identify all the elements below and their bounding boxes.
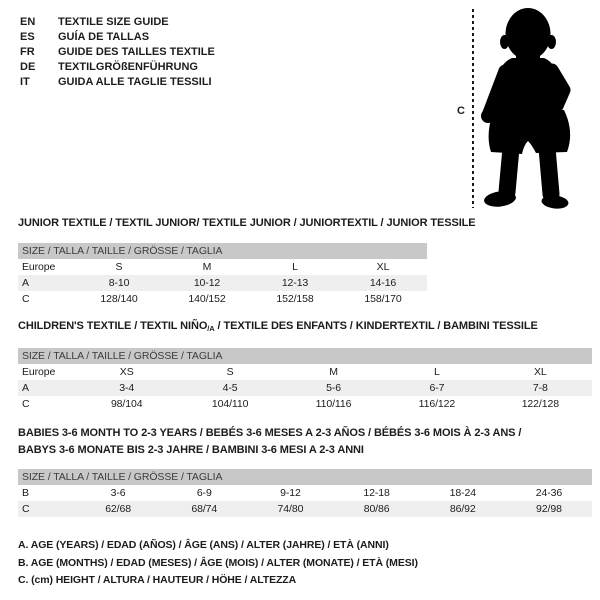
height-cell: 104/110 xyxy=(211,398,249,410)
size-header-bar: SIZE / TALLA / TAILLE / GRÖSSE / TAGLIA xyxy=(18,469,592,485)
age-cell: 14-16 xyxy=(369,277,397,289)
size-cell: XL xyxy=(376,261,390,273)
height-cell: 68/74 xyxy=(191,503,218,515)
table-row-age xyxy=(18,275,427,291)
language-label: GUIDA ALLE TAGLIE TESSILI xyxy=(58,76,212,88)
size-cell: S xyxy=(226,366,234,378)
footnote-c: C. (cm) HEIGHT / ALTURA / HAUTEUR / HÖHE / ALTEZZA xyxy=(18,574,297,586)
height-cell: 80/86 xyxy=(363,503,390,515)
footnote-a: A. AGE (YEARS) / EDAD (AÑOS) / ÂGE (ANS) / ALTER (JAHRE) / ETÀ (ANNI) xyxy=(18,539,389,551)
language-code: FR xyxy=(20,46,35,58)
age-cell: 4-5 xyxy=(222,382,238,394)
row-label: Europe xyxy=(22,366,56,378)
age-cell: 6-9 xyxy=(196,487,212,499)
size-cell: S xyxy=(115,261,123,273)
size-header-bar: SIZE / TALLA / TAILLE / GRÖSSE / TAGLIA xyxy=(18,348,592,364)
age-cell: 7-8 xyxy=(532,382,548,394)
row-label: A xyxy=(22,382,29,394)
height-cell: 92/98 xyxy=(536,503,562,515)
height-cell: 86/92 xyxy=(449,503,476,515)
table-row-height xyxy=(18,396,592,412)
size-cell: L xyxy=(292,261,298,273)
height-cell: 158/170 xyxy=(364,293,402,305)
row-label: C xyxy=(22,293,30,305)
babies-section-title xyxy=(18,425,521,459)
table-row-age-months xyxy=(18,485,592,501)
language-code: DE xyxy=(20,61,36,73)
height-cell: 122/128 xyxy=(521,398,559,410)
language-row-fr xyxy=(20,45,215,60)
children-title-subscript: /A xyxy=(207,324,215,333)
height-cell: 110/116 xyxy=(315,398,352,410)
age-cell: 18-24 xyxy=(449,487,476,499)
height-cell: 152/158 xyxy=(276,293,314,305)
children-section-title xyxy=(18,318,538,337)
language-row-en xyxy=(20,15,215,30)
row-label: C xyxy=(22,503,30,515)
row-label: Europe xyxy=(22,261,56,273)
language-label: TEXTILE SIZE GUIDE xyxy=(58,16,169,28)
height-cell: 140/152 xyxy=(188,293,226,305)
size-cell: XL xyxy=(534,366,547,378)
language-label: GUIDE DES TAILLES TEXTILE xyxy=(58,46,215,58)
height-cell: 62/68 xyxy=(105,503,131,515)
children-size-table xyxy=(18,348,592,412)
language-row-it xyxy=(20,75,215,90)
row-label: A xyxy=(22,277,29,289)
size-cell: M xyxy=(329,366,338,378)
language-code: IT xyxy=(20,76,30,88)
height-cell: 74/80 xyxy=(277,503,304,515)
babies-title-line1: BABIES 3-6 MONTH TO 2-3 YEARS / BEBÉS 3-6 MESES A 2-3 AÑOS / BÉBÉS 3-6 MOIS À 2-3 ANS / xyxy=(18,427,522,439)
age-cell: 5-6 xyxy=(326,382,341,394)
age-cell: 3-4 xyxy=(119,382,135,394)
age-cell: 8-10 xyxy=(108,277,130,289)
language-list xyxy=(20,15,215,90)
table-row-height xyxy=(18,291,427,307)
table-row-height xyxy=(18,501,592,517)
children-title-prefix: CHILDREN'S TEXTILE / TEXTIL NIÑO xyxy=(18,320,208,332)
row-label: C xyxy=(22,398,30,410)
babies-size-table xyxy=(18,469,592,517)
junior-section-title: JUNIOR TEXTILE / TEXTIL JUNIOR/ TEXTILE JUNIOR / JUNIORTEXTIL / JUNIOR TESSILE xyxy=(18,217,476,229)
language-row-de xyxy=(20,60,215,75)
footnote-legend xyxy=(18,537,418,590)
size-cell: L xyxy=(434,366,440,378)
babies-title-line2: BABYS 3-6 MONATE BIS 2-3 JAHRE / BAMBINI 3-6 MESI A 2-3 ANNI xyxy=(18,444,364,456)
height-cell: 98/104 xyxy=(110,398,143,410)
age-cell: 6-7 xyxy=(429,382,445,394)
row-label: B xyxy=(22,487,29,499)
language-label: GUÍA DE TALLAS xyxy=(58,31,150,43)
height-cell: 128/140 xyxy=(100,293,138,305)
footnote-b: B. AGE (MONTHS) / EDAD (MESES) / ÂGE (MOIS) / ALTER (MONATE) / ETÀ (MESI) xyxy=(18,556,418,569)
age-cell: 10-12 xyxy=(193,277,221,289)
height-measure-label: C xyxy=(457,105,465,117)
language-code: ES xyxy=(20,31,35,43)
table-row-europe xyxy=(18,259,427,275)
age-cell: 12-18 xyxy=(363,487,390,499)
age-cell: 12-13 xyxy=(281,277,309,289)
age-cell: 24-36 xyxy=(535,487,563,499)
size-cell: XS xyxy=(119,366,134,378)
junior-size-table xyxy=(18,243,427,307)
table-row-europe xyxy=(18,364,592,380)
toddler-silhouette-icon xyxy=(470,0,590,212)
size-cell: M xyxy=(202,261,212,273)
age-cell: 9-12 xyxy=(280,487,301,499)
language-label: TEXTILGRÖßENFÜHRUNG xyxy=(58,61,198,73)
height-cell: 116/122 xyxy=(418,398,456,410)
size-header-bar: SIZE / TALLA / TAILLE / GRÖSSE / TAGLIA xyxy=(18,243,427,259)
age-cell: 3-6 xyxy=(110,487,126,499)
language-code: EN xyxy=(20,16,36,28)
table-row-age xyxy=(18,380,592,396)
children-title-suffix: / TEXTILE DES ENFANTS / KINDERTEXTIL / BAMBINI TESSILE xyxy=(214,320,538,332)
language-row-es xyxy=(20,30,215,45)
